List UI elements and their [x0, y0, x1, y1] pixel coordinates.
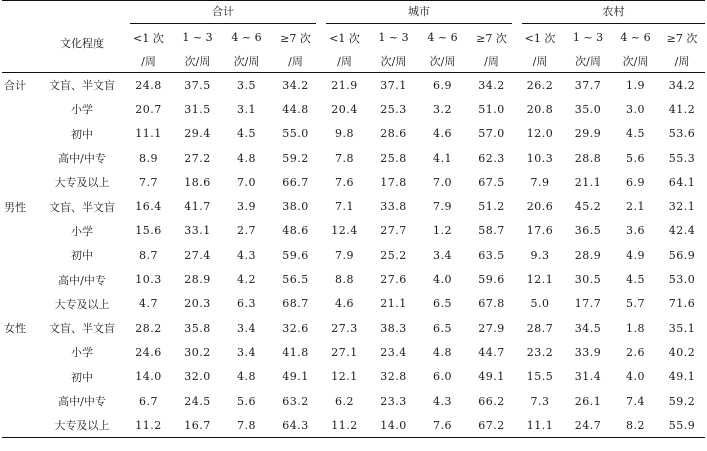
table-cell: 11.1 [516, 413, 564, 438]
row-group-label [2, 340, 40, 364]
table-cell: 11.2 [124, 413, 173, 438]
table-cell: 20.4 [331, 102, 358, 116]
table-cell: 40.2 [668, 345, 696, 359]
table-row [2, 219, 705, 243]
table-cell: 35.0 [574, 102, 602, 116]
freq-header: /周 [271, 49, 320, 73]
table-cell: 29.9 [574, 127, 602, 141]
table-cell: 27.2 [184, 151, 211, 165]
table-cell: 48.6 [282, 224, 309, 238]
table-cell: 28.7 [526, 321, 554, 335]
table-cell: 8.9 [139, 151, 158, 165]
table-cell: 6.5 [433, 297, 452, 311]
table-cell: 4.5 [237, 127, 256, 141]
table-cell: 3.5 [237, 78, 256, 92]
table-cell: 49.1 [478, 370, 505, 384]
freq-header: <1 次 [524, 31, 556, 45]
frequency-table [2, 0, 705, 438]
table-cell: 24.7 [564, 413, 612, 438]
table-cell: 59.2 [668, 394, 696, 408]
table-cell: 5.6 [237, 394, 256, 408]
table-cell: 6.3 [237, 297, 256, 311]
table-cell: 33.1 [184, 224, 211, 238]
table-row [2, 97, 705, 121]
table-cell: 7.8 [335, 151, 354, 165]
table-cell: 41.7 [184, 200, 211, 214]
table-cell: 59.6 [478, 273, 505, 287]
table-cell: 32.0 [184, 370, 211, 384]
table-cell: 56.5 [282, 273, 309, 287]
freq-header: 4 ~ 6 [231, 31, 262, 44]
table-cell: 7.7 [139, 175, 158, 189]
table-row [2, 122, 705, 146]
row-group-label [2, 146, 40, 170]
table-cell: 26.1 [574, 394, 602, 408]
freq-header: 次/周 [612, 49, 659, 73]
table-cell: 3.1 [237, 102, 256, 116]
table-cell: 28.8 [574, 151, 602, 165]
table-cell: 8.7 [139, 248, 158, 262]
table-cell: 32.1 [668, 200, 696, 214]
table-cell: 25.2 [380, 248, 407, 262]
table-cell: 28.2 [135, 321, 162, 335]
table-cell: 62.3 [478, 151, 505, 165]
freq-header: /周 [659, 49, 705, 73]
table-cell: 35.1 [668, 321, 696, 335]
table-cell: 34.2 [282, 78, 309, 92]
table-cell: 25.8 [380, 151, 407, 165]
row-education-level: 文盲、半文盲 [49, 79, 115, 93]
table-cell: 49.1 [282, 370, 309, 384]
table-cell: 33.8 [380, 200, 407, 214]
table-cell: 44.8 [282, 102, 309, 116]
table-cell: 6.9 [626, 175, 645, 189]
table-cell: 64.3 [271, 413, 320, 438]
table-cell: 11.2 [320, 413, 369, 438]
table-cell: 1.8 [626, 321, 645, 335]
table-cell: 32.6 [282, 321, 309, 335]
table-cell: 23.3 [380, 394, 407, 408]
table-cell: 36.5 [574, 224, 602, 238]
table-cell: 11.1 [135, 127, 162, 141]
table-cell: 3.4 [237, 345, 256, 359]
row-group-label [2, 389, 40, 413]
table-cell: 67.5 [478, 175, 505, 189]
table-cell: 3.6 [626, 224, 645, 238]
freq-header: /周 [124, 49, 173, 73]
table-row [2, 194, 705, 218]
table-cell: 68.7 [282, 297, 309, 311]
table-row [2, 267, 705, 291]
table-row [2, 340, 705, 364]
table-cell: 38.0 [282, 200, 309, 214]
table-cell: 63.5 [478, 248, 505, 262]
freq-header: 次/周 [369, 49, 418, 73]
table-cell: 17.6 [526, 224, 554, 238]
table-cell: 3.2 [433, 102, 452, 116]
table-cell: 21.1 [380, 297, 407, 311]
table-cell: 51.0 [478, 102, 505, 116]
row-group-label [2, 413, 40, 438]
table-cell: 27.9 [478, 321, 505, 335]
table-cell: 9.8 [335, 127, 354, 141]
freq-header: 次/周 [222, 49, 271, 73]
table-cell: 7.9 [433, 200, 452, 214]
table-cell: 44.7 [478, 345, 505, 359]
row-education-level: 小学 [71, 224, 93, 238]
table-cell: 37.5 [184, 78, 211, 92]
table-cell: 30.2 [184, 345, 211, 359]
row-group-label [2, 219, 40, 243]
row-education-level: 小学 [71, 103, 93, 117]
table-cell: 7.1 [335, 200, 354, 214]
table-cell: 5.7 [626, 297, 645, 311]
table-cell: 4.3 [237, 248, 256, 262]
table-cell: 10.3 [135, 273, 162, 287]
table-cell: 6.5 [433, 321, 452, 335]
table-cell: 5.0 [530, 297, 550, 311]
table-cell: 10.3 [526, 151, 554, 165]
table-cell: 33.9 [574, 345, 602, 359]
group-header-urban [320, 1, 516, 27]
table-cell: 63.2 [282, 394, 309, 408]
table-cell: 59.2 [282, 151, 309, 165]
table-cell: 4.6 [433, 127, 452, 141]
table-cell: 57.0 [478, 127, 505, 141]
table-cell: 7.4 [626, 394, 645, 408]
corner-cell [2, 1, 40, 27]
table-cell: 3.4 [237, 321, 256, 335]
table-cell: 64.1 [668, 175, 696, 189]
table-cell: 20.3 [184, 297, 211, 311]
freq-header: /周 [467, 49, 516, 73]
table-cell: 71.6 [668, 297, 696, 311]
table-cell: 27.1 [331, 345, 358, 359]
table-cell: 4.2 [237, 273, 256, 287]
freq-header: ≥7 次 [280, 31, 311, 45]
table-cell: 38.3 [380, 321, 407, 335]
table-cell: 18.6 [184, 175, 211, 189]
table-cell: 7.6 [418, 413, 467, 438]
table-cell: 3.4 [433, 248, 452, 262]
table-cell: 14.0 [369, 413, 418, 438]
row-group-label [2, 365, 40, 389]
table-cell: 27.6 [380, 273, 407, 287]
row-education-level: 大专及以上 [54, 176, 110, 190]
table-cell: 4.8 [237, 370, 256, 384]
row-group-label [2, 122, 40, 146]
row-education-level: 初中 [71, 370, 93, 384]
table-row [2, 146, 705, 170]
table-cell: 7.3 [530, 394, 550, 408]
row-group-label: 合计 [4, 79, 26, 93]
freq-header: /周 [320, 49, 369, 73]
table-cell: 41.8 [282, 345, 309, 359]
freq-header: 4 ~ 6 [620, 31, 651, 44]
table-cell: 55.9 [659, 413, 705, 438]
table-cell: 56.9 [668, 248, 696, 262]
table-cell: 53.0 [668, 273, 696, 287]
table-cell: 27.7 [380, 224, 407, 238]
table-cell: 25.3 [380, 102, 407, 116]
row-education-level: 小学 [71, 346, 93, 360]
table-row [2, 365, 705, 389]
table-cell: 20.8 [526, 102, 554, 116]
freq-header: ≥7 次 [666, 31, 698, 45]
table-cell: 24.5 [184, 394, 211, 408]
table-cell: 5.6 [626, 151, 645, 165]
table-row [2, 292, 705, 316]
table-cell: 2.1 [626, 200, 645, 214]
table-cell: 1.9 [626, 78, 645, 92]
table-cell: 4.1 [433, 151, 452, 165]
table-cell: 26.2 [526, 78, 554, 92]
freq-header: 1 ~ 3 [378, 31, 409, 44]
group-header-total [124, 1, 320, 27]
row-group-label [2, 243, 40, 267]
freq-header: 1 ~ 3 [182, 31, 213, 44]
freq-header: /周 [516, 49, 564, 73]
freq-header: 次/周 [173, 49, 222, 73]
table-cell: 31.4 [574, 370, 602, 384]
table-cell: 12.0 [526, 127, 554, 141]
table-cell: 42.4 [668, 224, 696, 238]
row-group-label: 男性 [4, 200, 26, 214]
table-cell: 23.4 [380, 345, 407, 359]
table-cell: 17.8 [380, 175, 407, 189]
table-cell: 67.2 [467, 413, 516, 438]
table-row [2, 316, 705, 340]
table-cell: 59.6 [282, 248, 309, 262]
table-cell: 66.2 [478, 394, 505, 408]
table-cell: 49.1 [668, 370, 696, 384]
row-education-level: 大专及以上 [54, 297, 110, 311]
row-education-level: 高中/中专 [58, 152, 106, 166]
table-row [2, 413, 705, 438]
table-cell: 12.1 [526, 273, 554, 287]
row-education-level: 大专及以上 [40, 413, 124, 438]
table-cell: 28.9 [184, 273, 211, 287]
group-header-urban-label: 城市 [326, 3, 512, 24]
row-education-level: 高中/中专 [58, 395, 106, 408]
table-cell: 15.5 [526, 370, 554, 384]
table-cell: 28.9 [574, 248, 602, 262]
table-cell: 67.8 [478, 297, 505, 311]
table-cell: 28.6 [380, 127, 407, 141]
freq-header: 4 ~ 6 [427, 31, 458, 44]
table-cell: 16.4 [135, 200, 162, 214]
table-cell: 8.8 [335, 273, 354, 287]
table-cell: 16.7 [173, 413, 222, 438]
table-row [2, 389, 705, 413]
row-education-level: 文盲、半文盲 [49, 200, 115, 214]
freq-header: <1 次 [329, 31, 360, 45]
table-cell: 4.7 [139, 297, 158, 311]
table-cell: 32.8 [380, 370, 407, 384]
table-cell: 34.5 [574, 321, 602, 335]
table-cell: 27.3 [331, 321, 358, 335]
education-header: 文化程度 [40, 1, 124, 73]
table-cell: 55.3 [668, 151, 696, 165]
table-cell: 21.9 [331, 78, 358, 92]
table-cell: 23.2 [526, 345, 554, 359]
table-cell: 30.5 [574, 273, 602, 287]
freq-header: ≥7 次 [476, 31, 507, 45]
table-cell: 15.6 [135, 224, 162, 238]
table-cell: 3.0 [626, 102, 645, 116]
freq-header: 次/周 [564, 49, 612, 73]
table-cell: 37.1 [380, 78, 407, 92]
table-cell: 66.7 [282, 175, 309, 189]
table-row [2, 73, 705, 98]
row-education-level: 高中/中专 [58, 273, 106, 287]
table-cell: 34.2 [668, 78, 696, 92]
table-cell: 45.2 [574, 200, 602, 214]
table-cell: 6.9 [433, 78, 452, 92]
table-cell: 7.8 [222, 413, 271, 438]
table-cell: 24.6 [135, 345, 162, 359]
table-cell: 12.1 [331, 370, 358, 384]
freq-header: 次/周 [418, 49, 467, 73]
row-education-level: 文盲、半文盲 [49, 322, 115, 336]
table-cell: 20.7 [135, 102, 162, 116]
table-cell: 6.7 [139, 394, 158, 408]
table-cell: 3.9 [237, 200, 256, 214]
table-cell: 17.7 [574, 297, 602, 311]
row-education-level: 初中 [71, 249, 93, 263]
row-group-label: 女性 [4, 322, 26, 336]
row-group-label [2, 292, 40, 316]
table-cell: 31.5 [184, 102, 211, 116]
group-header-rural [516, 1, 705, 27]
table-cell: 4.8 [433, 345, 452, 359]
table-cell: 6.0 [433, 370, 452, 384]
freq-header: 1 ~ 3 [572, 31, 604, 44]
table-cell: 7.0 [433, 175, 452, 189]
table-cell: 58.7 [478, 224, 505, 238]
table-row [2, 170, 705, 194]
table-cell: 4.3 [433, 394, 452, 408]
table-cell: 4.5 [626, 273, 645, 287]
table-cell: 53.6 [668, 127, 696, 141]
table-cell: 4.6 [335, 297, 354, 311]
table-cell: 7.9 [530, 175, 550, 189]
table-cell: 37.7 [574, 78, 602, 92]
table-cell: 21.1 [574, 175, 602, 189]
table-cell: 20.6 [526, 200, 554, 214]
table-cell: 12.4 [331, 224, 358, 238]
row-education-level: 初中 [71, 127, 93, 141]
table-cell: 35.8 [184, 321, 211, 335]
table-cell: 4.8 [237, 151, 256, 165]
group-header-total-label: 合计 [130, 3, 316, 24]
table-cell: 4.9 [626, 248, 645, 262]
row-group-label [2, 170, 40, 194]
table-cell: 8.2 [612, 413, 659, 438]
table-cell: 2.6 [626, 345, 645, 359]
table-cell: 7.9 [335, 248, 354, 262]
table-cell: 9.3 [530, 248, 550, 262]
freq-header: <1 次 [133, 31, 164, 45]
table-cell: 55.0 [282, 127, 309, 141]
row-group-label [2, 267, 40, 291]
table-cell: 4.0 [626, 370, 645, 384]
group-header-rural-label: 农村 [522, 3, 705, 24]
table-cell: 29.4 [184, 127, 211, 141]
table-cell: 51.2 [478, 200, 505, 214]
table-cell: 7.6 [335, 175, 354, 189]
table-cell: 14.0 [135, 370, 162, 384]
table-cell: 6.2 [335, 394, 354, 408]
table-cell: 4.0 [433, 273, 452, 287]
row-group-label [2, 97, 40, 121]
table-cell: 34.2 [478, 78, 505, 92]
table-cell: 7.0 [237, 175, 256, 189]
table-cell: 41.2 [668, 102, 696, 116]
table-row [2, 243, 705, 267]
table-cell: 24.8 [135, 78, 162, 92]
table-cell: 4.5 [626, 127, 645, 141]
table-cell: 2.7 [237, 224, 256, 238]
table-cell: 27.4 [184, 248, 211, 262]
table-cell: 1.2 [433, 224, 452, 238]
table-body [2, 73, 705, 438]
